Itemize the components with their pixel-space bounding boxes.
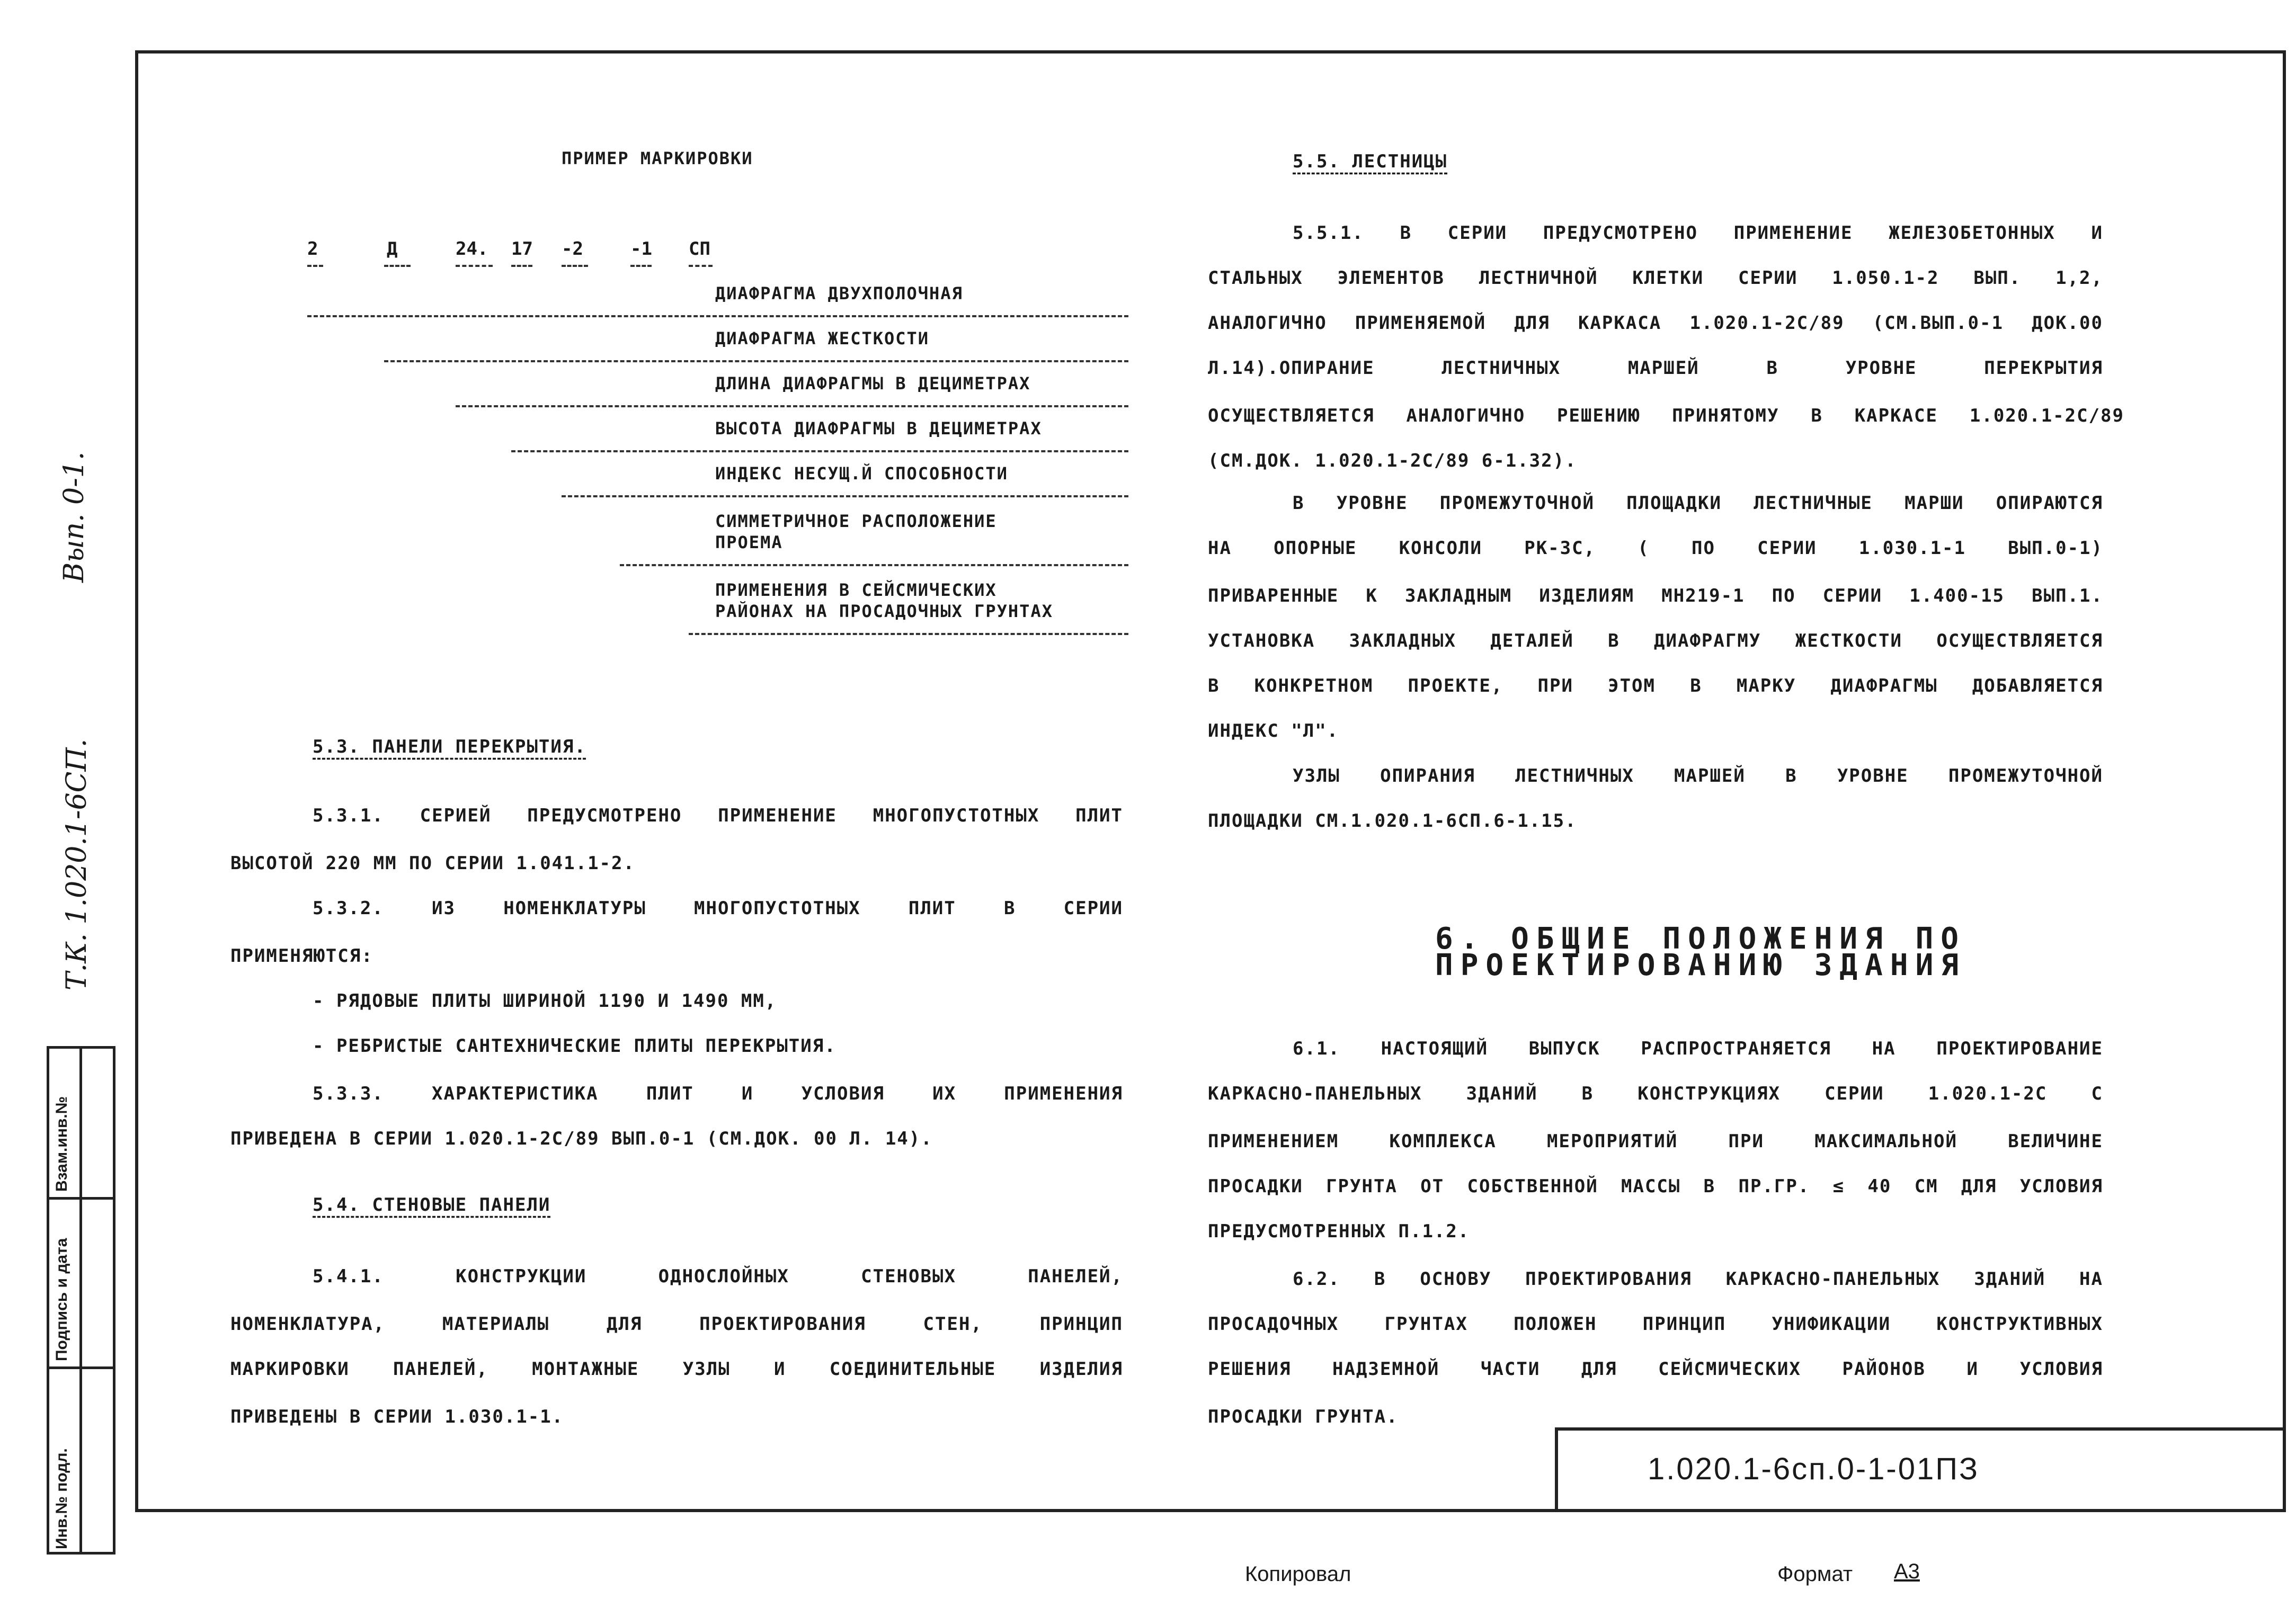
para-5-5-2-line: УСТАНОВКА ЗАКЛАДНЫХ ДЕТАЛЕЙ В ДИАФРАГМУ ЖЕСТКОСТИ ОСУЩЕСТВЛЯЕТСЯ	[1208, 630, 2103, 651]
code-underline	[384, 265, 411, 267]
marking-rule	[562, 495, 1128, 497]
code-underline	[689, 265, 713, 267]
marking-row: СИММЕТРИЧНОЕ РАСПОЛОЖЕНИЕ	[715, 511, 997, 531]
code-underline	[562, 265, 588, 267]
section-6-heading-line2: ПРОЕКТИРОВАНИЮ ЗДАНИЯ	[1435, 948, 1966, 982]
marking-rule	[456, 405, 1128, 407]
marking-rule	[307, 315, 1128, 317]
para-5-5-2-line: ИНДЕКС "Л".	[1208, 720, 1339, 742]
stamp-label-replace: Взам.инв.№	[53, 1096, 70, 1192]
mark-code-1: 2	[307, 238, 318, 260]
marking-rule	[384, 360, 1128, 362]
code-underline	[511, 265, 532, 267]
format-value: А3	[1894, 1560, 1920, 1583]
para-6-1-line: ПРИМЕНЕНИЕМ КОМПЛЕКСА МЕРОПРИЯТИЙ ПРИ МАКСИМАЛЬНОЙ ВЕЛИЧИНЕ	[1208, 1131, 2103, 1152]
marking-row: ПРИМЕНЕНИЯ В СЕЙСМИЧЕСКИХ	[715, 580, 997, 600]
marking-title: ПРИМЕР МАРКИРОВКИ	[562, 148, 753, 168]
marking-row: ПРОЕМА	[715, 532, 783, 552]
para-6-2-line: 6.2. В ОСНОВУ ПРОЕКТИРОВАНИЯ КАРКАСНО-ПАНЕЛЬНЫХ ЗДАНИЙ НА	[1293, 1269, 2103, 1290]
para-5-5-2-line: В УРОВНЕ ПРОМЕЖУТОЧНОЙ ПЛОЩАДКИ ЛЕСТНИЧНЫЕ МАРШИ ОПИРАЮТСЯ	[1293, 493, 2103, 514]
marking-rule	[689, 633, 1128, 635]
para-5-5-3-line: УЗЛЫ ОПИРАНИЯ ЛЕСТНИЧНЫХ МАРШЕЙ В УРОВНЕ ПРОМЕЖУТОЧНОЙ	[1293, 765, 2103, 787]
para-6-1-line: ПРЕДУСМОТРЕННЫХ П.1.2.	[1208, 1221, 1470, 1242]
para-6-2-line: ПРОСАДКИ ГРУНТА.	[1208, 1406, 1399, 1427]
format-label: Формат	[1777, 1562, 1853, 1586]
section-5-4-heading: 5.4. СТЕНОВЫЕ ПАНЕЛИ	[313, 1194, 551, 1216]
code-underline	[307, 265, 323, 267]
para-5-3-3-line: 5.3.3. ХАРАКТЕРИСТИКА ПЛИТ И УСЛОВИЯ ИХ ПРИМЕНЕНИЯ	[313, 1083, 1123, 1104]
para-5-5-2-line: В КОНКРЕТНОМ ПРОЕКТЕ, ПРИ ЭТОМ В МАРКУ ДИАФРАГМЫ ДОБАВЛЯЕТСЯ	[1208, 675, 2103, 696]
para-5-4-1-line: ПРИВЕДЕНЫ В СЕРИИ 1.030.1-1.	[230, 1406, 564, 1427]
para-5-3-1-line: ВЫСОТОЙ 220 ММ ПО СЕРИИ 1.041.1-2.	[230, 853, 635, 874]
section-5-5-heading: 5.5. ЛЕСТНИЦЫ	[1293, 151, 1448, 172]
para-5-5-1-line: Л.14).ОПИРАНИЕ ЛЕСТНИЧНЫХ МАРШЕЙ В УРОВНЕ ПЕРЕКРЫТИЯ	[1208, 358, 2103, 379]
para-5-5-1-line: СТАЛЬНЫХ ЭЛЕМЕНТОВ ЛЕСТНИЧНОЙ КЛЕТКИ СЕРИИ 1.050.1-2 ВЫП. 1,2,	[1208, 267, 2103, 289]
para-6-1-line: 6.1. НАСТОЯЩИЙ ВЫПУСК РАСПРОСТРАНЯЕТСЯ НА ПРОЕКТИРОВАНИЕ	[1293, 1038, 2103, 1059]
para-5-5-2-line: НА ОПОРНЫЕ КОНСОЛИ РК-3С, ( ПО СЕРИИ 1.030.1-1 ВЫП.0-1)	[1208, 538, 2103, 559]
list-item: - РЕБРИСТЫЕ САНТЕХНИЧЕСКИЕ ПЛИТЫ ПЕРЕКРЫТИЯ.	[313, 1035, 836, 1057]
para-6-1-line: ПРОСАДКИ ГРУНТА ОТ СОБСТВЕННОЙ МАССЫ В ПР.ГР. ≤ 40 СМ ДЛЯ УСЛОВИЯ	[1208, 1176, 2103, 1197]
para-5-5-2-line: ПРИВАРЕННЫЕ К ЗАКЛАДНЫМ ИЗДЕЛИЯМ МН219-1 ПО СЕРИИ 1.400-15 ВЫП.1.	[1208, 585, 2103, 606]
para-5-4-1-line: НОМЕНКЛАТУРА, МАТЕРИАЛЫ ДЛЯ ПРОЕКТИРОВАНИЯ СТЕН, ПРИНЦИП	[230, 1314, 1123, 1335]
section-6-heading: 6. ОБЩИЕ ПОЛОЖЕНИЯ ПО	[1435, 922, 1966, 956]
stamp-divider	[79, 1046, 82, 1555]
mark-code-5: -2	[562, 238, 583, 260]
mark-code-4: 17	[511, 238, 533, 260]
para-5-3-2-line: 5.3.2. ИЗ НОМЕНКЛАТУРЫ МНОГОПУСТОТНЫХ ПЛИТ В СЕРИИ	[313, 898, 1123, 919]
marking-row: ДИАФРАГМА ЖЕСТКОСТИ	[715, 328, 930, 349]
document-code: 1.020.1-6сп.0-1-01ПЗ	[1648, 1452, 1979, 1486]
para-5-5-1-line: АНАЛОГИЧНО ПРИМЕНЯЕМОЙ ДЛЯ КАРКАСА 1.020.1-2С/89 (СМ.ВЫП.0-1 ДОК.00	[1208, 312, 2103, 334]
mark-code-7: СП	[689, 238, 710, 260]
mark-code-2: Д	[387, 238, 398, 260]
marking-row: РАЙОНАХ НА ПРОСАДОЧНЫХ ГРУНТАХ	[715, 601, 1053, 621]
code-underline	[456, 265, 493, 267]
para-5-5-3-line: ПЛОЩАДКИ СМ.1.020.1-6СП.6-1.15.	[1208, 810, 1577, 832]
marking-rule	[620, 564, 1128, 566]
para-5-3-3-line: ПРИВЕДЕНА В СЕРИИ 1.020.1-2С/89 ВЫП.0-1 (СМ.ДОК. 00 Л. 14).	[230, 1128, 933, 1149]
marking-row: ИНДЕКС НЕСУЩ.Й СПОСОБНОСТИ	[715, 463, 1008, 484]
para-5-5-1-line: 5.5.1. В СЕРИИ ПРЕДУСМОТРЕНО ПРИМЕНЕНИЕ ЖЕЛЕЗОБЕТОННЫХ И	[1293, 222, 2103, 244]
marking-row: ВЫСОТА ДИАФРАГМЫ В ДЕЦИМЕТРАХ	[715, 418, 1042, 439]
stamp-label-sign: Подпись и дата	[53, 1238, 70, 1361]
copied-label: Копировал	[1245, 1562, 1351, 1586]
para-5-5-1-line: ОСУЩЕСТВЛЯЕТСЯ АНАЛОГИЧНО РЕШЕНИЮ ПРИНЯТОМУ В КАРКАСЕ 1.020.1-2С/89	[1208, 405, 2124, 426]
para-5-3-2-line: ПРИМЕНЯЮТСЯ:	[230, 945, 373, 967]
sheet-side-label: Вып. 0-1.	[58, 451, 90, 583]
para-5-4-1-line: 5.4.1. КОНСТРУКЦИИ ОДНОСЛОЙНЫХ СТЕНОВЫХ ПАНЕЛЕЙ,	[313, 1266, 1123, 1287]
stamp-label-inv: Инв.№ подл.	[53, 1448, 70, 1549]
mark-code-6: -1	[630, 238, 652, 260]
code-underline	[630, 265, 652, 267]
para-5-5-1-line: (СМ.ДОК. 1.020.1-2С/89 6-1.32).	[1208, 450, 1577, 471]
para-5-4-1-line: МАРКИРОВКИ ПАНЕЛЕЙ, МОНТАЖНЫЕ УЗЛЫ И СОЕДИНИТЕЛЬНЫЕ ИЗДЕЛИЯ	[230, 1359, 1123, 1380]
para-6-2-line: ПРОСАДОЧНЫХ ГРУНТАХ ПОЛОЖЕН ПРИНЦИП УНИФИКАЦИИ КОНСТРУКТИВНЫХ	[1208, 1314, 2103, 1335]
marking-rule	[511, 450, 1128, 452]
marking-row: ДЛИНА ДИАФРАГМЫ В ДЕЦИМЕТРАХ	[715, 373, 1031, 394]
para-5-3-1-line: 5.3.1. СЕРИЕЙ ПРЕДУСМОТРЕНО ПРИМЕНЕНИЕ МНОГОПУСТОТНЫХ ПЛИТ	[313, 805, 1123, 826]
list-item: - РЯДОВЫЕ ПЛИТЫ ШИРИНОЙ 1190 И 1490 ММ,	[313, 990, 777, 1012]
para-6-2-line: РЕШЕНИЯ НАДЗЕМНОЙ ЧАСТИ ДЛЯ СЕЙСМИЧЕСКИХ РАЙОНОВ И УСЛОВИЯ	[1208, 1359, 2103, 1380]
section-5-3-heading: 5.3. ПАНЕЛИ ПЕРЕКРЫТИЯ.	[313, 736, 586, 757]
para-6-1-line: КАРКАСНО-ПАНЕЛЬНЫХ ЗДАНИЙ В КОНСТРУКЦИЯХ СЕРИИ 1.020.1-2С С	[1208, 1083, 2103, 1104]
marking-row: ДИАФРАГМА ДВУХПОЛОЧНАЯ	[715, 283, 963, 303]
series-side-label: Т.К. 1.020.1-6СП.	[61, 738, 93, 990]
mark-code-3: 24.	[456, 238, 488, 260]
